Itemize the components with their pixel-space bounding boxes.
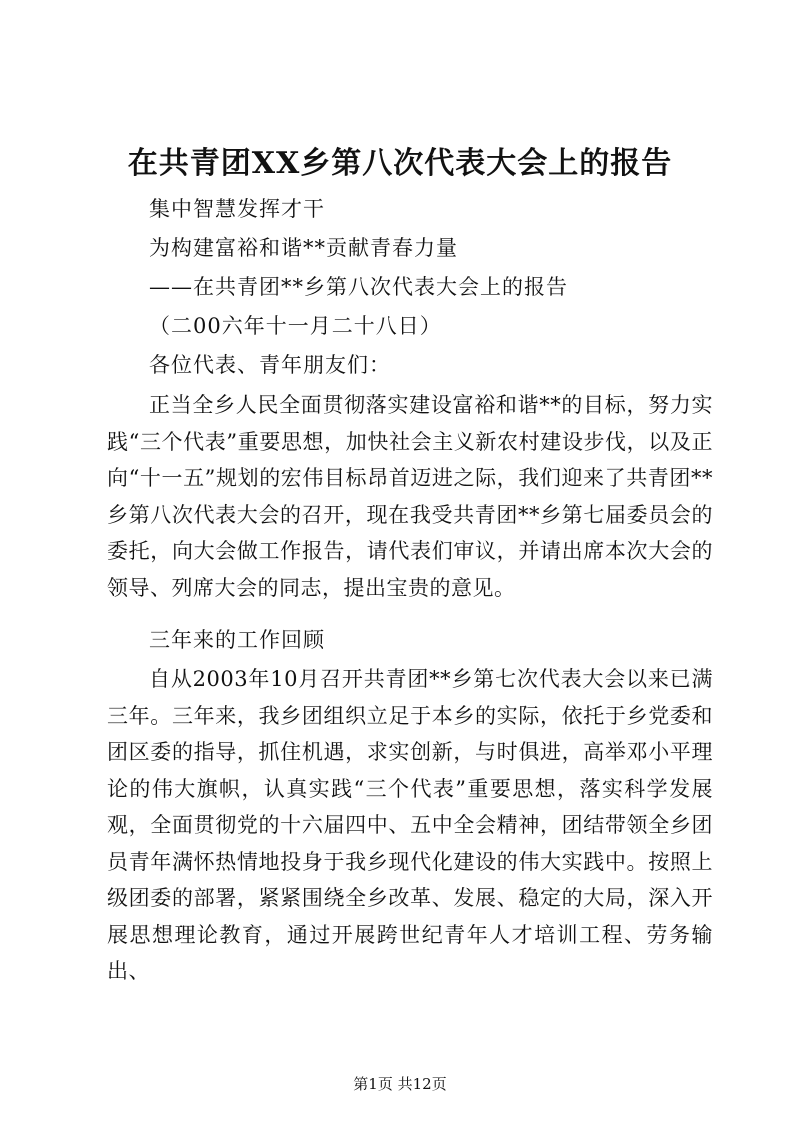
page-footer: 第1页 共12页: [353, 1075, 447, 1093]
document-title: 在共青团XX乡第八次代表大会上的报告: [127, 146, 673, 181]
salutation: 各位代表、青年朋友们：: [149, 353, 391, 377]
section-heading: 三年来的工作回顾: [149, 628, 325, 652]
subtitle-line-1: 集中智慧发挥才干: [149, 197, 325, 221]
paragraph-intro: 正当全乡人民全面贯彻落实建设富裕和谐**的目标，努力实践“三个代表”重要思想，加快社会主义新农村建设步伐，以及正向“十一五”规划的宏伟目标昂首迈进之际，我们迎来了共青团**乡第八次代表大会的召开，现在我受共青团**乡第七届委员会的委托，向大会做工作报告，请代表们审议，并请出席本次大会的领导、列席大会的同志，提出宝贵的意见。: [107, 393, 713, 600]
subtitle-line-3: ——在共青团**乡第八次代表大会上的报告: [149, 275, 568, 299]
subtitle-line-2: 为构建富裕和谐**贡献青春力量: [149, 236, 458, 260]
paragraph-review: 自从2003年10月召开共青团**乡第七次代表大会以来已满三年。三年来，我乡团组织立足于本乡的实际，依托于乡党委和团区委的指导，抓住机遇，求实创新，与时俱进，高举邓小平理论的伟大旗帜，认真实践“三个代表”重要思想，落实科学发展观，全面贯彻党的十六届四中、五中全会精神，团结带领全乡团员青年满怀热情地投身于我乡现代化建设的伟大实践中。按照上级团委的部署，紧紧围绕全乡改革、发展、稳定的大局，深入开展思想理论教育，通过开展跨世纪青年人才培训工程、劳务输出、: [107, 667, 713, 983]
report-date: （二00六年十一月二十八日）: [149, 314, 442, 338]
